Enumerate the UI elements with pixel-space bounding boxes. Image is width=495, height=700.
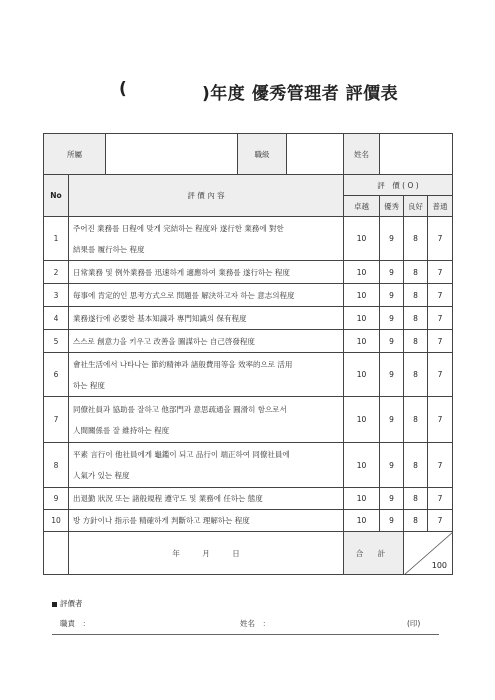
item-content xyxy=(69,330,344,353)
score-option[interactable]: 10 xyxy=(344,307,380,330)
score-option[interactable]: 10 xyxy=(344,330,380,353)
item-content xyxy=(69,261,344,284)
score-option[interactable]: 9 xyxy=(380,510,404,532)
table-row xyxy=(44,353,453,397)
score-option[interactable]: 9 xyxy=(380,261,404,284)
item-line: 방 方針이나 指示를 精確하게 判斷하고 理解하는 程度 xyxy=(73,516,250,525)
total-score: 100 xyxy=(431,561,448,570)
item-number: 2 xyxy=(44,261,69,284)
table-row xyxy=(44,284,453,307)
score-option[interactable]: 7 xyxy=(428,284,453,307)
evaluator-name-label: 姓名 ： xyxy=(240,619,270,628)
item-number: 6 xyxy=(44,353,69,397)
evaluator-rank-label: 職責 ： xyxy=(60,619,90,628)
score-option[interactable]: 9 xyxy=(380,353,404,397)
table-row xyxy=(44,330,453,353)
score-option[interactable]: 8 xyxy=(404,510,428,532)
score-option[interactable]: 10 xyxy=(344,284,380,307)
item-number: 9 xyxy=(44,488,69,510)
position-label: 職級 xyxy=(238,134,287,175)
item-line: 平素 言行이 他社員에게 龜鑑이 되고 品行이 端正하여 同僚社員에 xyxy=(73,450,290,459)
score-option[interactable]: 10 xyxy=(344,261,380,284)
item-line: 日常業務 및 例外業務를 迅速하게 適應하여 業務를 遂行하는 程度 xyxy=(73,267,290,277)
position-field[interactable] xyxy=(287,134,344,175)
item-content xyxy=(69,397,344,443)
score-option[interactable]: 7 xyxy=(428,261,453,284)
score-option[interactable]: 9 xyxy=(380,217,404,261)
level-header: 優秀 xyxy=(380,196,404,217)
score-option[interactable]: 9 xyxy=(380,443,404,488)
item-line: 毎事에 肯定的인 思考方式으로 問題를 解決하고자 하는 意志의程度 xyxy=(73,290,295,300)
score-option[interactable]: 8 xyxy=(404,307,428,330)
score-option[interactable]: 9 xyxy=(380,488,404,510)
score-option[interactable]: 10 xyxy=(344,217,380,261)
item-content xyxy=(69,510,344,532)
score-option[interactable]: 7 xyxy=(428,217,453,261)
score-option[interactable]: 7 xyxy=(428,443,453,488)
no-column-header: No xyxy=(44,175,69,217)
item-content xyxy=(69,217,344,261)
score-option[interactable]: 9 xyxy=(380,330,404,353)
level-header: 卓越 xyxy=(344,196,380,217)
item-line: 하는 程度 xyxy=(73,380,105,390)
table-row xyxy=(44,397,453,443)
table-row xyxy=(44,261,453,284)
table-row xyxy=(44,443,453,488)
score-option[interactable]: 10 xyxy=(344,510,380,532)
header-info-row xyxy=(44,134,453,175)
dept-field[interactable] xyxy=(106,134,238,175)
total-score-cell xyxy=(404,532,453,575)
score-option[interactable]: 10 xyxy=(344,397,380,443)
item-number: 8 xyxy=(44,443,69,488)
table-row xyxy=(44,307,453,330)
name-label: 姓名 xyxy=(344,134,380,175)
item-line: 同僚社員과 協助를 잘하고 他部門과 意思疏通을 圓滑히 함으로서 xyxy=(73,404,287,414)
score-group-header: 評 價 ( O ) xyxy=(344,175,453,196)
score-option[interactable]: 9 xyxy=(380,284,404,307)
sum-label: 合 計 xyxy=(344,532,404,575)
table-row xyxy=(44,510,453,532)
seal-mark: (印) xyxy=(407,619,421,628)
score-option[interactable]: 8 xyxy=(404,284,428,307)
score-option[interactable]: 8 xyxy=(404,353,428,397)
square-bullet-icon xyxy=(52,602,57,607)
score-option[interactable]: 7 xyxy=(428,488,453,510)
item-line: 結果를 履行하는 程度 xyxy=(73,244,145,254)
score-option[interactable]: 8 xyxy=(404,488,428,510)
item-number: 1 xyxy=(44,217,69,261)
score-option[interactable]: 7 xyxy=(428,307,453,330)
item-line: 業務遂行에 必要한 基本知識과 專門知識의 保有程度 xyxy=(73,313,247,323)
score-option[interactable]: 8 xyxy=(404,330,428,353)
evaluator-heading-text: 評價者 xyxy=(60,599,83,608)
score-option[interactable]: 8 xyxy=(404,443,428,488)
item-line: 주어진 業務를 日程에 맞게 完結하는 程度와 遂行한 業務에 對한 xyxy=(73,223,284,233)
title-text: )年度 優秀管理者 評價表 xyxy=(202,84,399,104)
score-option[interactable]: 8 xyxy=(404,217,428,261)
title-year-open-paren: ( xyxy=(119,79,127,99)
name-field[interactable] xyxy=(380,134,453,175)
item-content xyxy=(69,353,344,397)
item-content xyxy=(69,443,344,488)
score-option[interactable]: 8 xyxy=(404,261,428,284)
evaluation-date[interactable]: 年 月 日 xyxy=(69,532,344,575)
item-line: 會社生活에서 나타나는 節約精神과 諸般費用等을 效率的으로 活用 xyxy=(73,359,293,369)
item-number: 3 xyxy=(44,284,69,307)
evaluator-heading xyxy=(52,598,83,609)
dept-label: 所屬 xyxy=(44,134,106,175)
item-number: 10 xyxy=(44,510,69,532)
table-row xyxy=(44,217,453,261)
item-line: 人間關係를 잘 維持하는 程度 xyxy=(73,425,170,435)
evaluator-sign-row xyxy=(52,614,439,635)
item-line: 人氣가 있는 程度 xyxy=(73,471,130,480)
item-line: 스스로 創意力을 키우고 改善을 圖謀하는 自己啓發程度 xyxy=(73,336,255,346)
item-number: 5 xyxy=(44,330,69,353)
score-option[interactable]: 7 xyxy=(428,353,453,397)
item-number: 7 xyxy=(44,397,69,443)
item-content xyxy=(69,284,344,307)
score-option[interactable]: 7 xyxy=(428,330,453,353)
score-option[interactable]: 8 xyxy=(404,397,428,443)
item-content xyxy=(69,488,344,510)
score-option[interactable]: 9 xyxy=(380,397,404,443)
level-header: 普通 xyxy=(428,196,453,217)
score-option[interactable]: 7 xyxy=(428,397,453,443)
level-header: 良好 xyxy=(404,196,428,217)
table-row xyxy=(44,488,453,510)
total-row xyxy=(44,532,453,575)
score-option[interactable]: 10 xyxy=(344,443,380,488)
evaluation-table xyxy=(43,133,453,575)
item-number: 4 xyxy=(44,307,69,330)
score-option[interactable]: 7 xyxy=(428,510,453,532)
total-row-spacer xyxy=(44,532,69,575)
score-option[interactable]: 10 xyxy=(344,488,380,510)
form-title xyxy=(0,79,495,103)
item-line: 出退勤 狀況 또는 諸般規程 遵守도 및 業務에 任하는 態度 xyxy=(73,494,263,503)
score-option[interactable]: 9 xyxy=(380,307,404,330)
table-head-row-1 xyxy=(44,175,453,196)
content-column-header: 評 價 內 容 xyxy=(69,175,344,217)
score-option[interactable]: 10 xyxy=(344,353,380,397)
item-content xyxy=(69,307,344,330)
